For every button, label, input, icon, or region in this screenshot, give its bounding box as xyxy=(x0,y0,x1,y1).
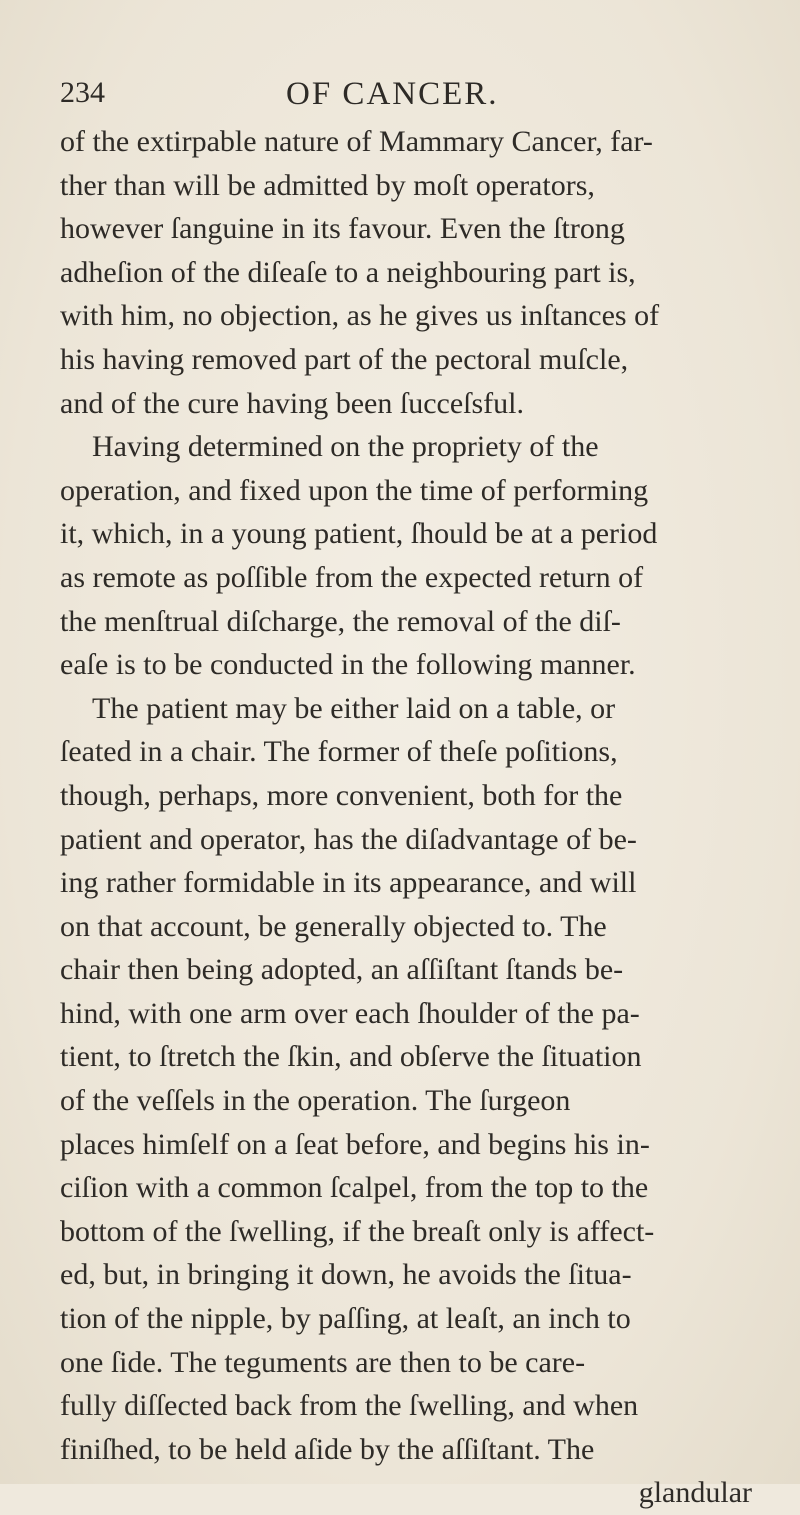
text-line: his having removed part of the pectoral muſcle, xyxy=(60,342,629,376)
text-line: operation, and fixed upon the time of performing xyxy=(60,473,649,507)
text-line: the menſtrual diſcharge, the removal of the diſ- xyxy=(60,604,621,638)
text-line: it, which, in a young patient, ſhould be at a period xyxy=(60,517,658,551)
running-head: OF CANCER. xyxy=(286,76,499,112)
text-line: ſeated in a chair. The former of theſe poſitions, xyxy=(60,735,618,769)
text-line: and of the cure having been ſucceſsful. xyxy=(60,386,524,420)
text-line: one ſide. The teguments are then to be care- xyxy=(60,1345,586,1379)
text-line: tion of the nipple, by paſſing, at leaſt, an inch to xyxy=(60,1302,631,1336)
text-line: as remote as poſſible from the expected return of xyxy=(60,560,644,594)
paragraph-start-line: Having determined on the propriety of the xyxy=(92,430,599,464)
text-line: though, perhaps, more convenient, both for the xyxy=(60,778,623,812)
page-header xyxy=(60,76,760,116)
text-line: ing rather formidable in its appearance, and will xyxy=(60,866,637,900)
text-line: bottom of the ſwelling, if the breaſt only is affect- xyxy=(60,1214,655,1248)
catchword: glandular xyxy=(638,1476,752,1510)
text-line: ciſion with a common ſcalpel, from the top to the xyxy=(60,1171,649,1205)
text-line: however ſanguine in its favour. Even the ſtrong xyxy=(60,212,625,246)
text-line: of the veſſels in the operation. The ſurgeon xyxy=(60,1084,571,1118)
paragraph-start-line: The patient may be either laid on a table, or xyxy=(92,691,616,725)
text-line: ed, but, in bringing it down, he avoids the ſitua- xyxy=(60,1258,632,1292)
text-line: with him, no objection, as he gives us inſtances of xyxy=(60,299,660,333)
text-line: of the extirpable nature of Mammary Cancer, far- xyxy=(60,125,653,158)
text-line: chair then being adopted, an aſſiſtant ſtands be- xyxy=(60,953,624,987)
text-line: places himſelf on a ſeat before, and begins his in- xyxy=(60,1127,650,1161)
text-line: ther than will be admitted by moſt operators, xyxy=(60,168,595,202)
body-text xyxy=(60,120,760,1515)
text-line: on that account, be generally objected to. The xyxy=(60,909,607,943)
text-line: hind, with one arm over each ſhoulder of the pa- xyxy=(60,996,640,1030)
text-line: fully diſſected back from the ſwelling, and when xyxy=(60,1389,639,1423)
text-line: adheſion of the diſeaſe to a neighbouring part is, xyxy=(60,255,636,289)
page-number: 234 xyxy=(60,76,105,109)
text-line: tient, to ſtretch the ſkin, and obſerve the ſituation xyxy=(60,1040,642,1074)
text-line: finiſhed, to be held aſide by the aſſiſtant. The xyxy=(60,1432,595,1466)
text-line: patient and operator, has the diſadvantage of be- xyxy=(60,822,637,856)
text-line: eaſe is to be conducted in the following manner. xyxy=(60,648,636,682)
